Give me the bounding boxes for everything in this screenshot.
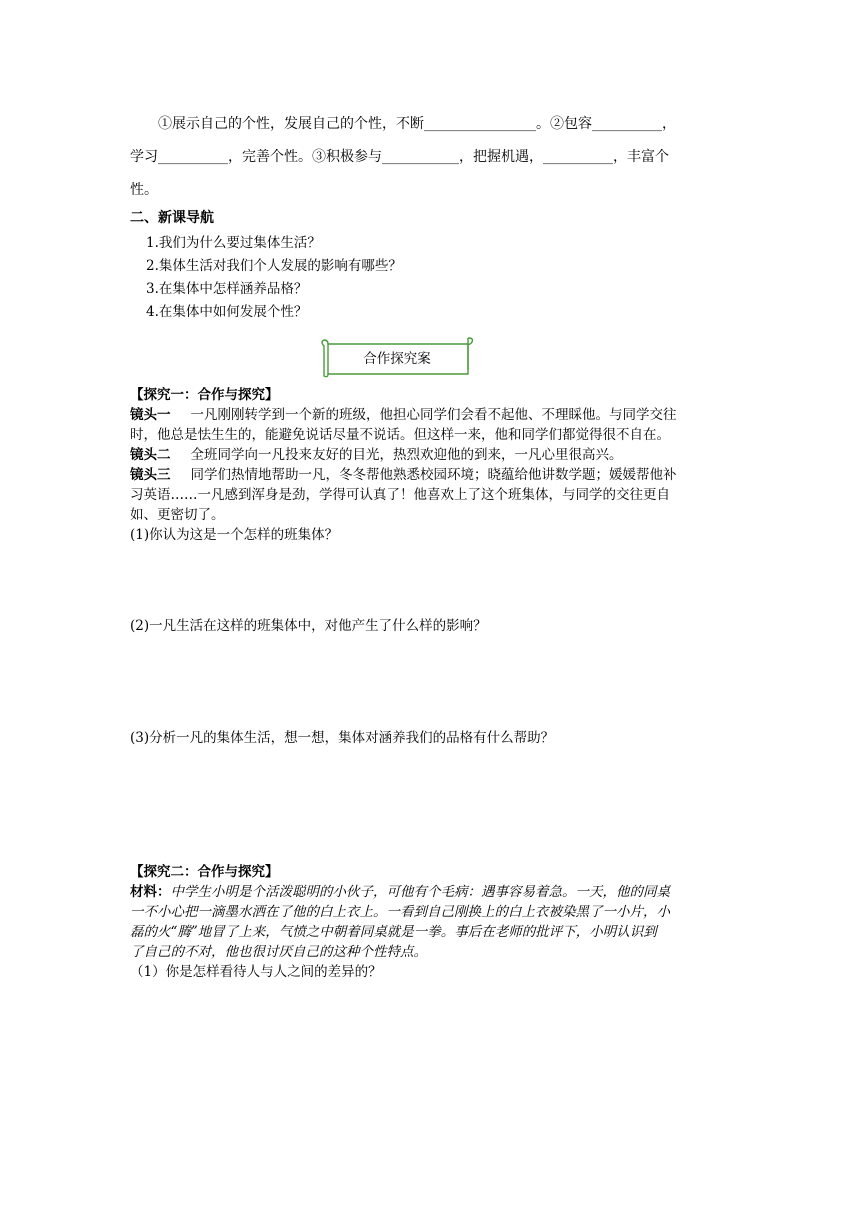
explore-1-question-1: (1)你认为这是一个怎样的班集体？	[130, 527, 339, 543]
shot-3-line-3: 如、更密切了。	[130, 507, 225, 523]
material-line-1	[130, 882, 735, 902]
explore-2-question-1: （1）你是怎样看待人与人之间的差异的？	[130, 964, 382, 980]
shot-3-label: 镜头三	[130, 467, 171, 483]
material-text-1: 中学生小明是个活泼聪明的小伙子，可他有个毛病：遇事容易着急。一天，他的同桌	[170, 884, 670, 900]
guide-question-3: 3.在集体中怎样涵养品格？	[146, 281, 308, 297]
explore-2-section	[130, 862, 735, 982]
guide-question-4: 4.在集体中如何发展个性？	[146, 304, 308, 320]
explore-1-heading: 【探究一：合作与探究】	[130, 387, 279, 403]
intro-line-1: ①展示自己的个性，发展自己的个性，不断________________。②包容__________，	[158, 116, 676, 132]
explore-1-section	[130, 385, 735, 545]
shot-1-line-2: 时，他总是怯生生的，能避免说话尽量不说话。但这样一来，他和同学们都觉得很不自在。	[130, 427, 670, 443]
shot-1-label: 镜头一	[130, 407, 171, 423]
explore-1-question-3: (3)分析一凡的集体生活，想一想，集体对涵养我们的品格有什么帮助？	[130, 730, 555, 746]
explore-2-heading: 【探究二：合作与探究】	[130, 864, 279, 880]
section-heading-new-lesson: 二、新课导航	[130, 210, 214, 226]
shot-1-text: 一凡刚刚转学到一个新的班级，他担心同学们会看不起他、不理睬他。与同学交往	[190, 407, 677, 423]
banner-title: 合作探究案	[363, 351, 431, 367]
shot-2-text: 全班同学向一凡投来友好的目光，热烈欢迎他的到来，一凡心里很高兴。	[190, 447, 623, 463]
material-line-3: 磊的火“腾”地冒了上来，气愤之中朝着同桌就是一拳。事后在老师的批评下，小明认识到	[130, 924, 657, 940]
shot-1-line-1	[130, 405, 735, 425]
material-line-2: 一不小心把一滴墨水洒在了他的白上衣上。一看到自己刚换上的白上衣被染黑了一小片，小	[130, 904, 670, 920]
intro-line-3: 性。	[130, 182, 158, 198]
guide-question-1: 1.我们为什么要过集体生活？	[146, 235, 321, 251]
shot-3-line-1	[130, 465, 735, 485]
shot-2-line-1	[130, 445, 735, 465]
shot-2-label: 镜头二	[130, 447, 171, 463]
material-label: 材料：	[130, 884, 171, 900]
material-line-4: 了自己的不对，他也很讨厌自己的这种个性特点。	[130, 944, 427, 960]
section-banner	[318, 334, 476, 378]
guide-question-2: 2.集体生活对我们个人发展的影响有哪些？	[146, 258, 402, 274]
intro-line-2: 学习__________，完善个性。③积极参与___________，把握机遇，__________，丰富个	[130, 149, 669, 165]
shot-3-line-2: 习英语……一凡感到浑身是劲，学得可认真了！他喜欢上了这个班集体，与同学的交往更自	[130, 487, 670, 503]
explore-1-question-2: (2)一凡生活在这样的班集体中，对他产生了什么样的影响？	[130, 618, 487, 634]
shot-3-text: 同学们热情地帮助一凡，冬冬帮他熟悉校园环境；晓蕴给他讲数学题；媛媛帮他补	[190, 467, 677, 483]
